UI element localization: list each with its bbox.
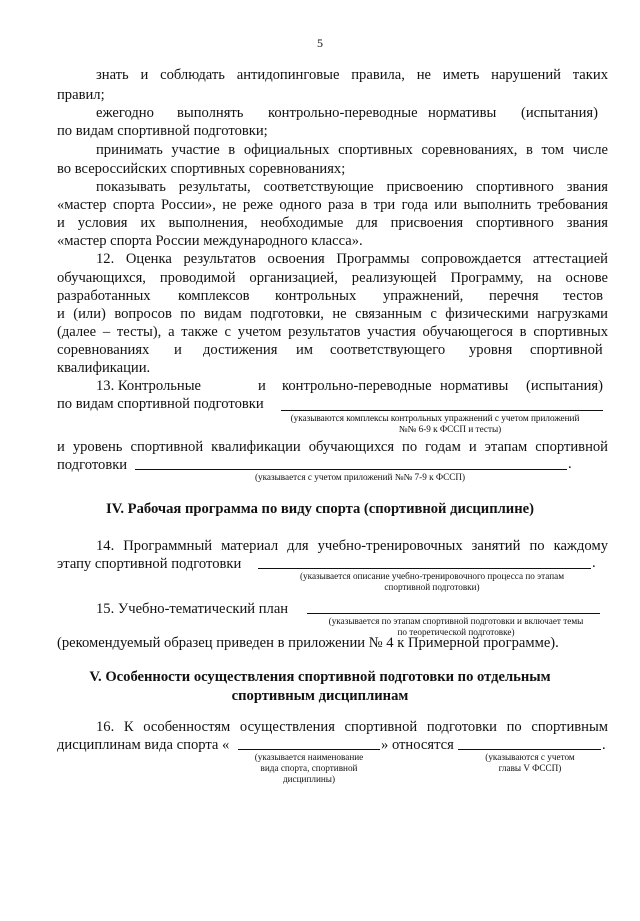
text-word: перечня bbox=[489, 288, 539, 304]
field-note: (указывается с учетом приложений №№ 7-9 к ФССП) bbox=[254, 472, 466, 482]
text-line: » относятся bbox=[381, 737, 454, 753]
text-line: и условия их выполнения, необходимые для присвоения спортивного звания bbox=[57, 215, 608, 231]
text-line: дисциплинам вида спорта « bbox=[57, 737, 230, 753]
text-word: соответствующего bbox=[330, 342, 446, 358]
section-heading: IV. Рабочая программа по виду спорта (спортивной дисциплине) bbox=[106, 501, 534, 517]
text-line: подготовки bbox=[57, 457, 128, 473]
text-line: правил; bbox=[57, 87, 105, 103]
fill-in-line bbox=[307, 613, 600, 614]
text-line: принимать участие в официальных спортивных соревнованиях, в том числе bbox=[96, 142, 608, 158]
text-line: 14. Программный материал для учебно-тренировочных занятий по каждому bbox=[96, 538, 608, 554]
text-line: по видам спортивной подготовки; bbox=[57, 123, 268, 139]
fill-in-line bbox=[458, 749, 601, 750]
text-word: выполнять bbox=[177, 105, 244, 121]
text-line: 15. Учебно-тематический план bbox=[96, 601, 289, 617]
fill-in-line bbox=[238, 749, 380, 750]
text-line: показывать результаты, соответствующие присвоению спортивного звания bbox=[96, 179, 608, 195]
text-word: (испытания) bbox=[526, 378, 603, 394]
field-note: главы V ФССП) bbox=[498, 763, 562, 773]
text-line: . bbox=[592, 555, 596, 571]
fill-in-line bbox=[135, 469, 567, 470]
text-line: обучающихся, проводимой организацией, реализующей Программу, на основе bbox=[57, 270, 608, 286]
field-note: спортивной подготовки) bbox=[384, 582, 480, 592]
text-word: 13. Контрольные bbox=[96, 378, 201, 394]
text-word: контрольно-переводные bbox=[268, 105, 418, 121]
text-word: контрольных bbox=[275, 288, 357, 304]
section-heading: спортивным дисциплинам bbox=[231, 688, 409, 704]
section-heading: V. Особенности осуществления спортивной подготовки по отдельным bbox=[89, 669, 551, 685]
text-line: по видам спортивной подготовки bbox=[57, 396, 264, 412]
text-word: уровня bbox=[469, 342, 513, 358]
text-word: и bbox=[258, 378, 266, 394]
fill-in-line bbox=[258, 568, 591, 569]
field-note: (указываются с учетом bbox=[485, 752, 575, 762]
field-note: (указывается по этапам спортивной подготовки и включает темы bbox=[328, 616, 584, 626]
text-line: «мастер спорта России», не реже одного раза в три года или выполнить требования bbox=[57, 197, 608, 213]
text-word: соревнованиях bbox=[57, 342, 150, 358]
field-note: дисциплины) bbox=[282, 774, 336, 784]
text-word: и bbox=[174, 342, 182, 358]
text-word: разработанных bbox=[57, 288, 151, 304]
text-word: им bbox=[296, 342, 314, 358]
text-line: во всероссийских спортивных соревнованиях; bbox=[57, 161, 346, 177]
page-number: 5 bbox=[317, 36, 323, 50]
fill-in-line bbox=[281, 410, 603, 411]
field-note: по теоретической подготовке) bbox=[397, 627, 515, 637]
text-line: . bbox=[568, 456, 572, 472]
text-word: контрольно-переводные bbox=[282, 378, 432, 394]
text-word: упражнений, bbox=[383, 288, 464, 304]
text-line: и уровень спортивной квалификации обучающихся по годам и этапам спортивной bbox=[57, 439, 608, 455]
text-word: комплексов bbox=[178, 288, 250, 304]
text-line: этапу спортивной подготовки bbox=[57, 556, 242, 572]
field-note: (указываются комплексы контрольных упражнений с учетом приложений bbox=[290, 413, 580, 423]
text-line: 12. Оценка результатов освоения Программы сопровождается аттестацией bbox=[96, 251, 608, 267]
text-line: знать и соблюдать антидопинговые правила, не иметь нарушений таких bbox=[96, 67, 608, 83]
text-word: нормативы bbox=[428, 105, 497, 121]
field-note: №№ 6-9 к ФССП и тесты) bbox=[398, 424, 502, 434]
text-line: и (или) вопросов по видам подготовки, не связанным с физическими нагрузками bbox=[57, 306, 608, 322]
field-note: (указывается описание учебно-тренировочного процесса по этапам bbox=[299, 571, 565, 581]
text-line: (рекомендуемый образец приведен в приложении № 4 к Примерной программе). bbox=[57, 635, 559, 651]
text-word: спортивной bbox=[530, 342, 603, 358]
text-word: ежегодно bbox=[96, 105, 154, 121]
text-word: достижения bbox=[203, 342, 278, 358]
text-word: тестов bbox=[563, 288, 604, 304]
field-note: (указывается наименование bbox=[254, 752, 364, 762]
text-line: 16. К особенностям осуществления спортивной подготовки по спортивным bbox=[96, 719, 608, 735]
text-line: (далее – тесты), а также с учетом результатов участия обучающегося в спортивных bbox=[57, 324, 608, 340]
text-word: нормативы bbox=[440, 378, 509, 394]
field-note: вида спорта, спортивной bbox=[260, 763, 358, 773]
text-line: квалификации. bbox=[57, 360, 151, 376]
text-line: . bbox=[602, 737, 606, 753]
text-line: «мастер спорта России международного класса». bbox=[57, 233, 363, 249]
text-word: (испытания) bbox=[521, 105, 598, 121]
